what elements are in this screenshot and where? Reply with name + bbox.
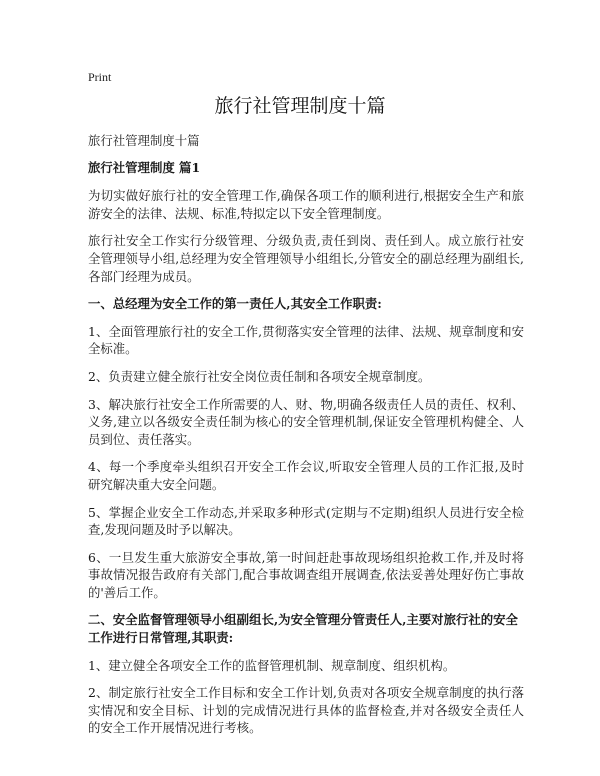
- list-item: 2、负责建立健全旅行社安全岗位责任制和各项安全规章制度。: [88, 368, 431, 384]
- list-item: 3、解决旅行社安全工作所需要的人、财、物,明确各级责任人员的责任、权利、义务,建立以各级安全责任制为核心的安全管理机制,保证安全管理机构健全、人员到位、责任落实。: [88, 396, 524, 447]
- print-label: Print: [88, 70, 112, 84]
- heading-duties-general-manager: 一、总经理为安全工作的第一责任人,其安全工作职责:: [88, 296, 382, 312]
- document-title: 旅行社管理制度十篇: [214, 95, 386, 117]
- paragraph: 为切实做好旅行社的安全管理工作,确保各项工作的顺利进行,根据安全生产和旅游安全的法律、法规、标准,特拟定以下安全管理制度。: [88, 188, 524, 221]
- paragraph: 旅行社安全工作实行分级管理、分级负责,责任到岗、责任到人。成立旅行社安全管理领导小组,总经理为安全管理领导小组组长,分管安全的副总经理为副组长,各部门经理为成员。: [88, 233, 524, 284]
- list-item: 6、一旦发生重大旅游安全事故,第一时间赶赴事故现场组织抢救工作,并及时将事故情况报告政府有关部门,配合事故调查组开展调查,依法妥善处理好伤亡事故的'善后工作。: [88, 549, 524, 600]
- section-heading: 旅行社管理制度 篇1: [88, 159, 201, 175]
- document-subtitle: 旅行社管理制度十篇: [88, 133, 200, 148]
- heading-duties-deputy-leader: 二、安全监督管理领导小组副组长,为安全管理分管责任人,主要对旅行社的安全工作进行日常管理,其职责:: [88, 612, 518, 646]
- document-body: [88, 132, 524, 747]
- list-item: 1、建立健全各项安全工作的监督管理机制、规章制度、组织机构。: [88, 657, 456, 673]
- list-item: 5、掌握企业安全工作动态,并采取多种形式(定期与不定期)组织人员进行安全检查,发现问题及时予以解决。: [88, 504, 524, 538]
- list-item: 1、全面管理旅行社的安全工作,贯彻落实安全管理的法律、法规、规章制度和安全标准。: [88, 323, 524, 357]
- list-item: 4、每一个季度牵头组织召开安全工作会议,听取安全管理人员的工作汇报,及时研究解决重大安全问题。: [88, 459, 524, 492]
- list-item: 2、制定旅行社安全工作目标和安全工作计划,负责对各项安全规章制度的执行落实情况和安全目标、计划的完成情况进行具体的监督检查,并对各级安全责任人的安全工作开展情况进行考核。: [88, 685, 524, 736]
